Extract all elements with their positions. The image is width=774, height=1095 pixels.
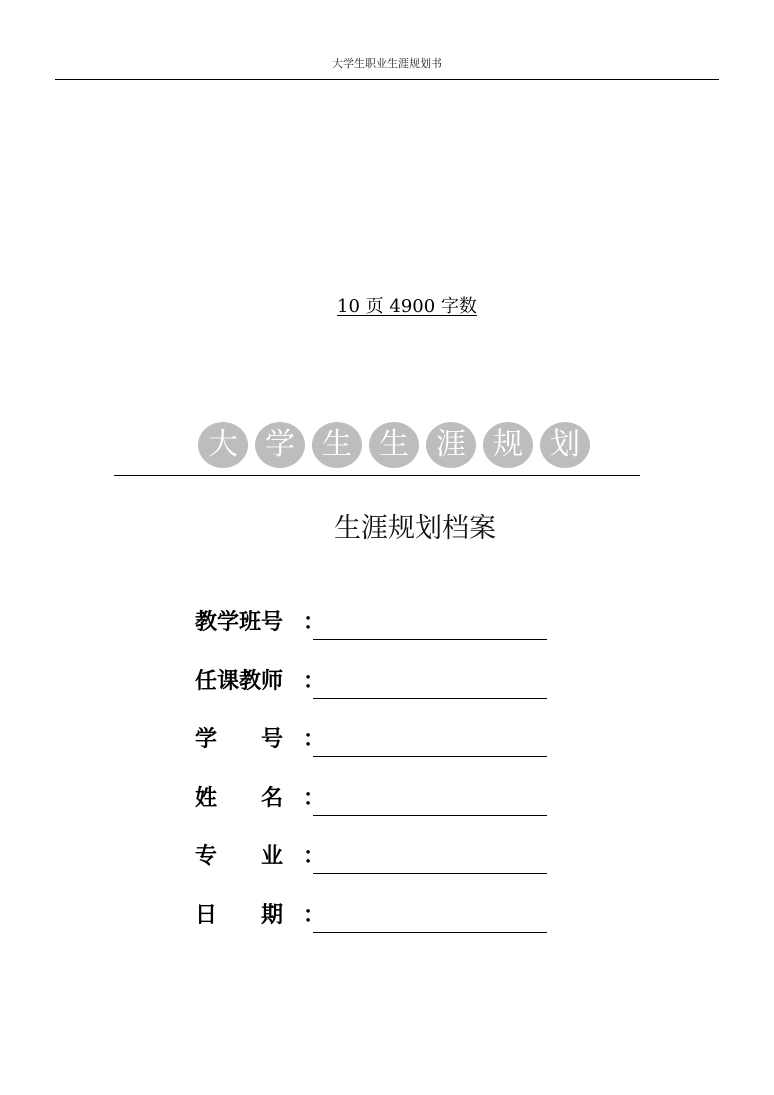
cover-title-char: 规: [483, 422, 533, 468]
header-divider: [55, 79, 719, 80]
cover-title-char: 生: [369, 422, 419, 468]
cover-subtitle: 生涯规划档案: [334, 513, 496, 544]
page-header: 大学生职业生涯规划书: [332, 57, 442, 70]
cover-title-char: 大: [198, 422, 248, 468]
form-label: [195, 901, 303, 927]
major-field[interactable]: [313, 873, 547, 874]
form-label: [195, 725, 303, 751]
form-row-name: [195, 784, 326, 843]
info-form: [195, 608, 326, 959]
form-label: [195, 667, 303, 693]
form-colon: ：: [303, 785, 326, 811]
form-label-text: 专 业: [195, 844, 284, 869]
form-colon: ：: [303, 844, 326, 869]
cover-title: [198, 422, 590, 468]
cover-title-char: 涯: [426, 422, 476, 468]
form-label-text: 日 期: [195, 902, 284, 928]
name-field[interactable]: [313, 815, 547, 816]
form-label-text: 姓 名: [195, 785, 284, 811]
form-label: [195, 608, 303, 634]
form-colon: ：: [303, 668, 326, 694]
teacher-field[interactable]: [313, 698, 547, 699]
class-number-field[interactable]: [313, 639, 547, 640]
form-label: [195, 784, 303, 810]
form-row-major: [195, 842, 326, 901]
form-row-class-number: [195, 608, 326, 667]
document-stats-text: 10 页 4900 字数: [337, 296, 477, 317]
form-colon: ：: [303, 610, 326, 635]
cover-title-char: 生: [312, 422, 362, 468]
title-divider: [114, 475, 640, 476]
form-row-student-id: [195, 725, 326, 784]
form-label-text: 教学班号: [195, 610, 284, 635]
form-label-text: 学 号: [195, 727, 284, 752]
form-row-date: [195, 901, 326, 960]
form-colon: ：: [303, 727, 326, 752]
document-stats: [0, 292, 774, 318]
date-field[interactable]: [313, 932, 547, 933]
form-colon: ：: [303, 902, 326, 928]
cover-title-char: 学: [255, 422, 305, 468]
student-id-field[interactable]: [313, 756, 547, 757]
cover-title-char: 划: [540, 422, 590, 468]
form-label: [195, 842, 303, 868]
form-label-text: 任课教师: [195, 668, 284, 694]
form-row-teacher: [195, 667, 326, 726]
